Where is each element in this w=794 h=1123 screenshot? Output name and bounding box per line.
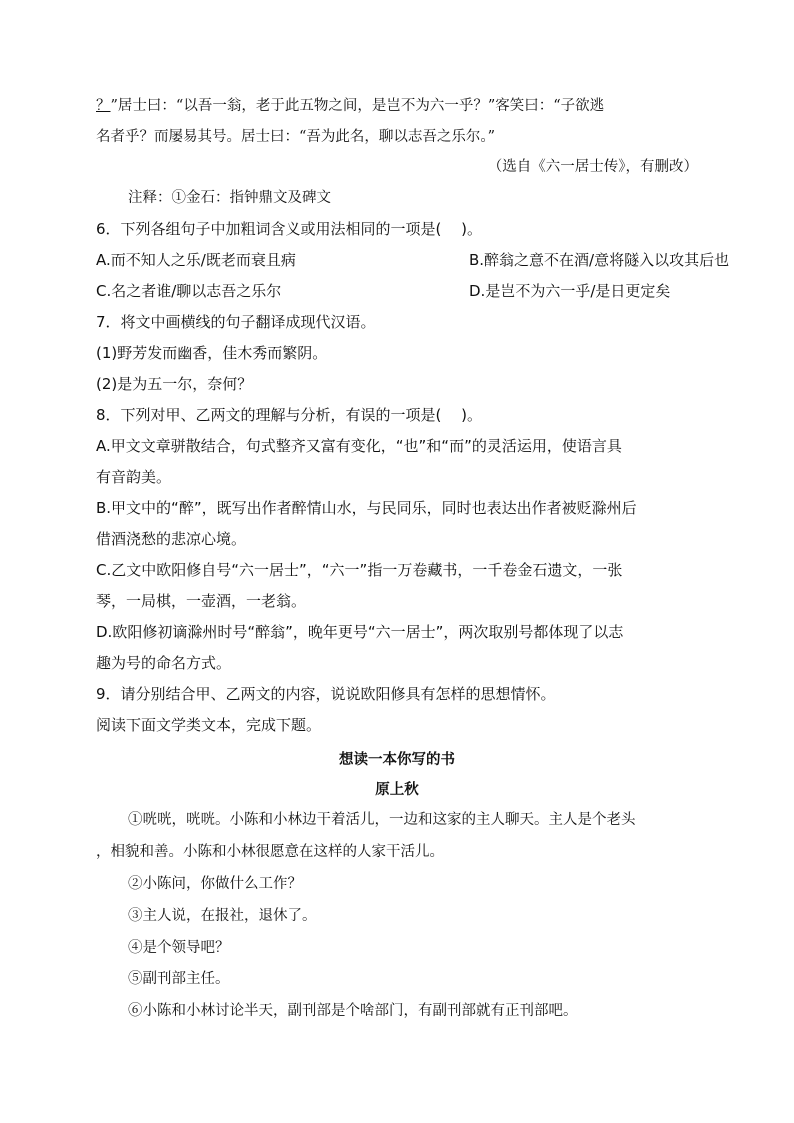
paragraph-6: ⑥小陈和小林讨论半天，副刊部是个啥部门，有副刊部就有正刊部吧。 (128, 1003, 578, 1019)
paragraph-2: ②小陈问，你做什么工作？ (128, 876, 302, 892)
passage-line-2: 名者乎？而屡易其号。居士曰：“吾为此名，聊以志吾之乐尔。” (96, 129, 496, 145)
article-title: 想读一本你写的书 (339, 751, 455, 768)
question-8-option-b-line-1: B.甲文中的“醉”，既写出作者醉情山水，与民同乐，同时也表达出作者被贬滁州后 (96, 499, 637, 517)
question-7-stem: 7．将文中画横线的句子翻译成现代汉语。 (96, 313, 376, 331)
question-8-option-d-line-2: 趣为号的命名方式。 (96, 654, 232, 672)
option-d: D.是岂不为六一乎/是日更定矣 (469, 282, 671, 300)
question-8-option-a-line-1: A.甲文文章骈散结合，句式整齐又富有变化，“也”和“而”的灵活运用，使语言具 (96, 437, 622, 455)
paragraph-3: ③主人说，在报社，退休了。 (128, 908, 317, 924)
passage-source: （选自《六一居士传》，有删改） (487, 159, 698, 175)
question-6-row-2 (96, 281, 671, 301)
passage-line-1: ？”居士曰：“以吾一翁，老于此五物之间，是岂不为六一乎？”客笑曰：“子欲逃 (96, 98, 605, 114)
question-6-stem: 6．下列各组句子中加粗词含义或用法相同的一项是( )。 (96, 220, 483, 238)
question-8-option-d-line-1: D.欧阳修初谪滁州时号“醉翁”，晚年更号“六一居士”，两次取别号都体现了以志 (96, 623, 624, 641)
question-8-option-b-line-2: 借酒浇愁的悲凉心境。 (96, 530, 247, 548)
reading-intro: 阅读下面文学类文本，完成下题。 (96, 716, 322, 734)
option-b: B.醉翁之意不在酒/意将隧入以攻其后也 (469, 251, 730, 269)
paragraph-4: ④是个领导吧？ (128, 940, 230, 956)
question-7-sentence-1: (1)野芳发而幽香，佳木秀而繁阴。 (96, 344, 328, 362)
question-8-stem: 8．下列对甲、乙两文的理解与分析，有误的一项是( )。 (96, 406, 483, 424)
question-8-option-c-line-2: 琴，一局棋，一壶酒，一老翁。 (96, 592, 307, 610)
paragraph-5: ⑤副刊部主任。 (128, 971, 230, 987)
underlined-mark: ？ (96, 98, 111, 114)
paragraph-1-line-1: ①咣咣，咣咣。小陈和小林边干着活儿，一边和这家的主人聊天。主人是个老头 (128, 812, 636, 828)
question-8-option-c-line-1: C.乙文中欧阳修自号“六一居士”，“六一”指一万卷藏书，一千卷金石遗文，一张 (96, 561, 623, 579)
question-7-sentence-2: (2)是为五一尔，奈何？ (96, 375, 253, 393)
question-9-stem: 9．请分别结合甲、乙两文的内容，说说欧阳修具有怎样的思想情怀。 (96, 685, 556, 703)
option-a: A.而不知人之乐/既老而衰且病 (96, 251, 296, 269)
option-c: C.名之者谁/聊以志吾之乐尔 (96, 282, 282, 300)
question-6-row-1 (96, 250, 730, 270)
question-8-option-a-line-2: 有音韵美。 (96, 468, 172, 486)
paragraph-1-line-2: ，相貌和善。小陈和小林很愿意在这样的人家干活儿。 (96, 844, 444, 860)
article-author: 原上秋 (375, 781, 419, 798)
annotation-note: 注释：①金石：指钟鼎文及碑文 (128, 190, 331, 206)
